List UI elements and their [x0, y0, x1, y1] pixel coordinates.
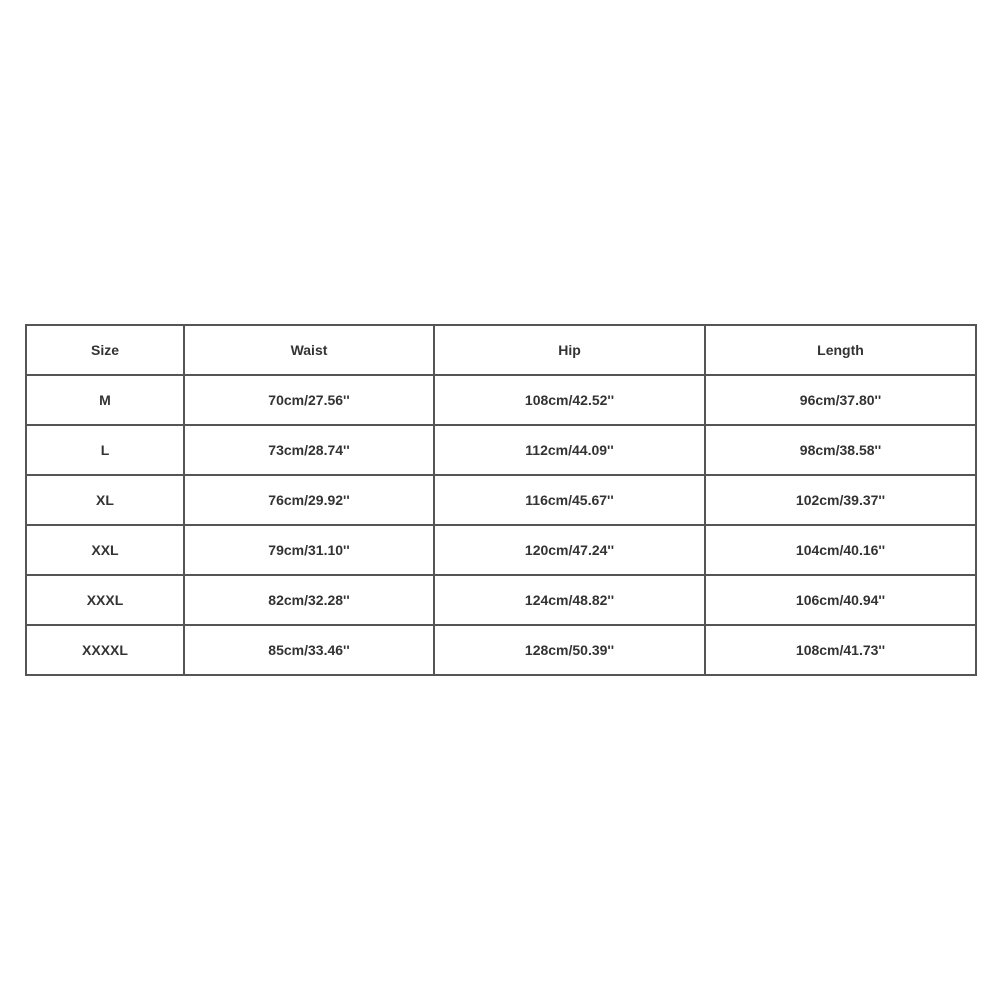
cell-length: 96cm/37.80''	[705, 375, 976, 425]
cell-size: XL	[26, 475, 184, 525]
cell-waist: 85cm/33.46''	[184, 625, 434, 675]
cell-waist: 82cm/32.28''	[184, 575, 434, 625]
cell-hip: 124cm/48.82''	[434, 575, 705, 625]
table-row	[26, 475, 976, 525]
table-row	[26, 575, 976, 625]
cell-waist: 76cm/29.92''	[184, 475, 434, 525]
cell-size: L	[26, 425, 184, 475]
header-size: Size	[26, 325, 184, 375]
table-row	[26, 525, 976, 575]
header-waist: Waist	[184, 325, 434, 375]
table-row	[26, 625, 976, 675]
cell-length: 98cm/38.58''	[705, 425, 976, 475]
size-chart-table	[25, 324, 977, 676]
cell-waist: 79cm/31.10''	[184, 525, 434, 575]
table-row	[26, 375, 976, 425]
cell-length: 108cm/41.73''	[705, 625, 976, 675]
cell-length: 102cm/39.37''	[705, 475, 976, 525]
header-length: Length	[705, 325, 976, 375]
cell-size: XXXL	[26, 575, 184, 625]
table-header-row	[26, 325, 976, 375]
cell-hip: 112cm/44.09''	[434, 425, 705, 475]
cell-size: M	[26, 375, 184, 425]
header-hip: Hip	[434, 325, 705, 375]
table-row	[26, 425, 976, 475]
cell-hip: 128cm/50.39''	[434, 625, 705, 675]
cell-size: XXL	[26, 525, 184, 575]
cell-length: 106cm/40.94''	[705, 575, 976, 625]
cell-hip: 108cm/42.52''	[434, 375, 705, 425]
cell-hip: 116cm/45.67''	[434, 475, 705, 525]
cell-length: 104cm/40.16''	[705, 525, 976, 575]
cell-waist: 70cm/27.56''	[184, 375, 434, 425]
cell-waist: 73cm/28.74''	[184, 425, 434, 475]
cell-size: XXXXL	[26, 625, 184, 675]
cell-hip: 120cm/47.24''	[434, 525, 705, 575]
